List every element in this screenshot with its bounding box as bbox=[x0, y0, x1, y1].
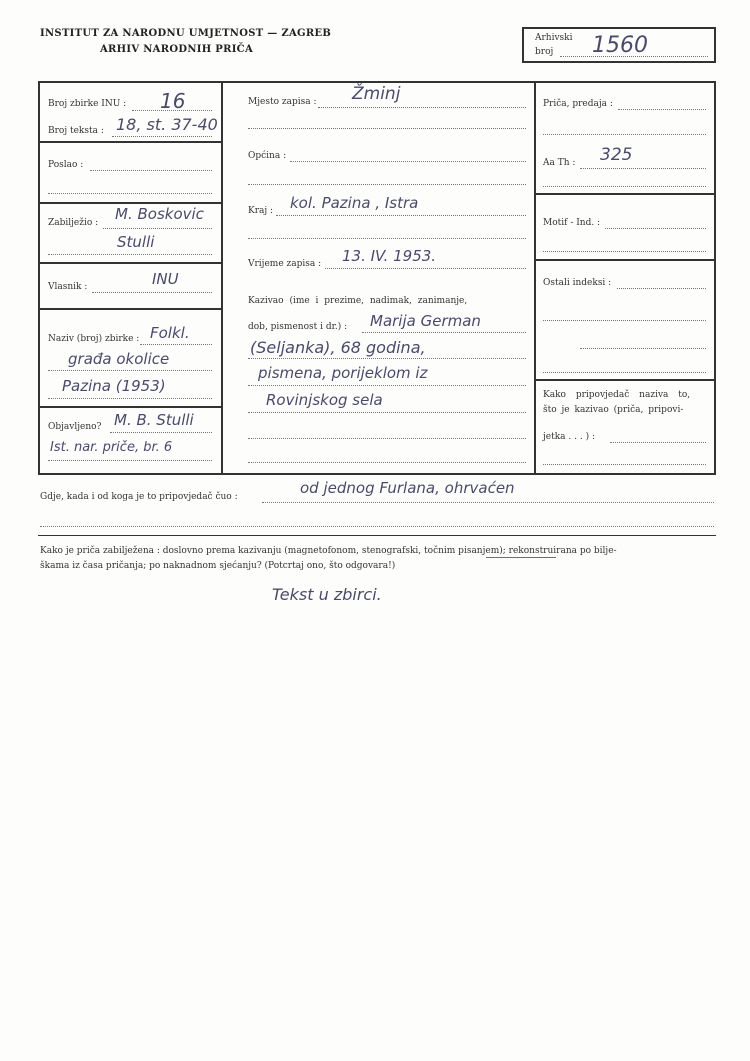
narrator-value-4: Rovinjskog sela bbox=[266, 391, 383, 409]
date-label: Vrijeme zapisa : bbox=[248, 259, 322, 269]
collection-number-value: 16 bbox=[160, 89, 186, 113]
underline-mark bbox=[486, 557, 556, 558]
collection-number-label: Broj zbirke INU : bbox=[48, 99, 127, 109]
archive-number-label-2: broj bbox=[535, 47, 554, 57]
collection-name-value-1: Folkl. bbox=[150, 324, 190, 342]
sent-by-label: Poslao : bbox=[48, 160, 84, 170]
handwritten-note: Tekst u zbirci. bbox=[272, 585, 382, 604]
owner-value: INU bbox=[152, 270, 179, 288]
motif-index-label: Motif - Ind. : bbox=[543, 218, 601, 228]
archive-name: ARHIV NARODNIH PRIČA bbox=[100, 44, 254, 55]
narrator-value-2: (Seljanka), 68 godina, bbox=[250, 338, 426, 357]
recording-method-text-1: Kako je priča zabilježena : doslovno prema kazivanju (magnetofonom, stenografski, točnim pisanjem); rekonstruirana po bilje- bbox=[40, 546, 617, 556]
place-label: Mjesto zapisa : bbox=[248, 97, 317, 107]
text-number-label: Broj teksta : bbox=[48, 126, 104, 136]
recorded-by-label: Zabilježio : bbox=[48, 218, 99, 228]
archive-number-label-1: Arhivski bbox=[535, 33, 573, 43]
place-value: Žminj bbox=[352, 84, 401, 104]
heard-from-label: Gdje, kada i od koga je to pripovjedač čuo : bbox=[40, 492, 238, 502]
institute-name: INSTITUT ZA NARODNU UMJETNOST — ZAGREB bbox=[40, 28, 332, 39]
published-label: Objavljeno? bbox=[48, 422, 102, 432]
recorded-by-value-2: Stulli bbox=[117, 233, 155, 251]
text-number-value: 18, st. 37-40 bbox=[116, 115, 218, 134]
narrator-value-3: pismena, porijeklom iz bbox=[258, 364, 428, 382]
recorded-by-value-1: M. Boskovic bbox=[115, 205, 204, 223]
collection-name-value-2: građa okolice bbox=[68, 350, 170, 368]
owner-label: Vlasnik : bbox=[48, 282, 88, 292]
narrator-term-label-1: Kako pripovjedač naziva to, bbox=[543, 390, 691, 400]
collection-name-label: Naziv (broj) zbirke : bbox=[48, 334, 140, 344]
narrator-term-label-3: jetka . . . ) : bbox=[543, 432, 595, 442]
aath-label: Aa Th : bbox=[543, 158, 576, 168]
narrator-label-2: dob, pismenost i dr.) : bbox=[248, 322, 348, 332]
narrator-term-label-2: što je kazivao (priča, pripovi- bbox=[543, 405, 684, 415]
collection-name-value-3: Pazina (1953) bbox=[62, 377, 166, 395]
region-value: kol. Pazina , Istra bbox=[290, 194, 419, 212]
heard-from-value: od jednog Furlana, ohrvaćen bbox=[300, 479, 515, 497]
region-label: Kraj : bbox=[248, 206, 274, 216]
other-indexes-label: Ostali indeksi : bbox=[543, 278, 612, 288]
published-value-2: Ist. nar. priče, br. 6 bbox=[50, 440, 173, 455]
recording-method-text-2: škama iz časa pričanja; po naknadnom sjećanju? (Potcrtaj ono, što odgovara!) bbox=[40, 561, 396, 571]
published-value-1: M. B. Stulli bbox=[114, 411, 194, 429]
narrator-label-1: Kazivao (ime i prezime, nadimak, zanimanje, bbox=[248, 296, 468, 306]
municipality-label: Općina : bbox=[248, 151, 287, 161]
archive-number-value: 1560 bbox=[592, 33, 648, 58]
narrator-value-1: Marija German bbox=[370, 312, 481, 330]
aath-value: 325 bbox=[600, 145, 633, 165]
story-type-label: Priča, predaja : bbox=[543, 99, 613, 109]
date-value: 13. IV. 1953. bbox=[342, 247, 437, 265]
